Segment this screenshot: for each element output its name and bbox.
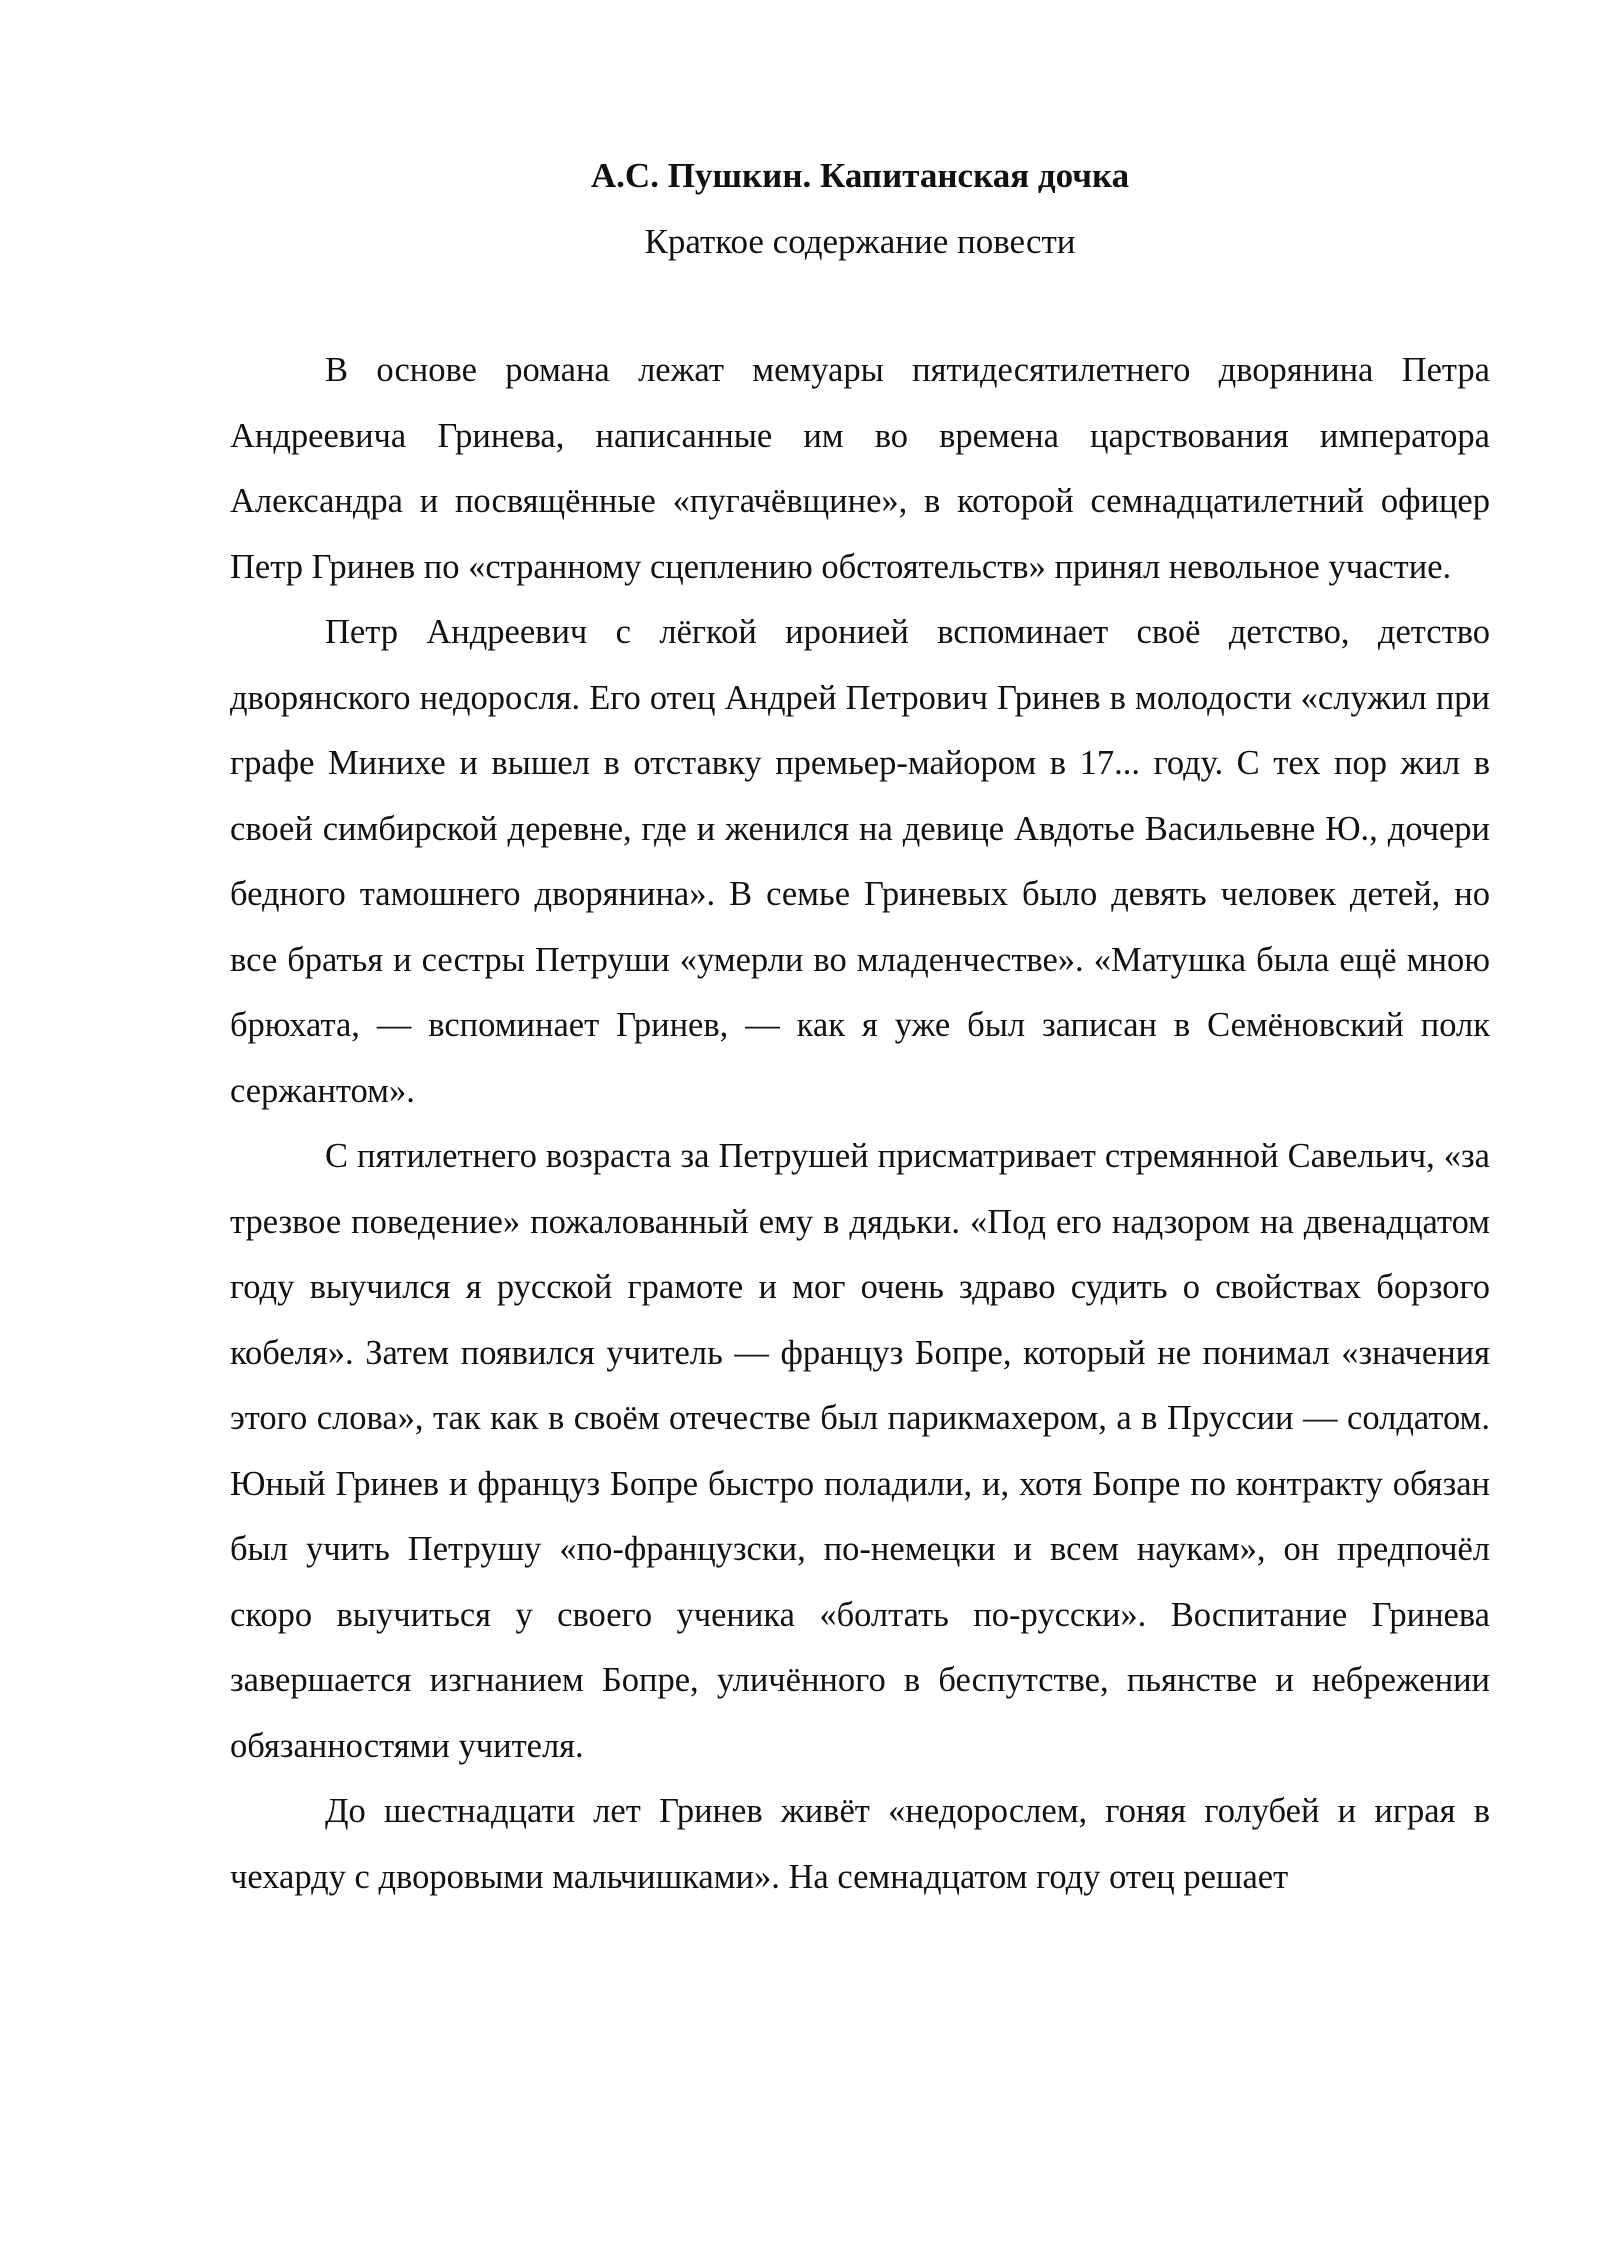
paragraph-youth: До шестнадцати лет Гринев живёт «недорослем, гоняя голубей и играя в чехарду с дворовыми мальчишками». На семнадцатом году отец решает: [230, 1792, 1490, 1896]
document-title: А.С. Пушкин. Капитанская дочка: [590, 156, 1130, 195]
paragraph-memoirs: В основе романа лежат мемуары пятидесятилетнего дворянина Петра Андреевича Гринева, написанные им во времена царствования императора Александра и посвящённые «пугачёвщине», в которой семнадцатилетний офицер Петр Гринев по «странному сцеплению обстоятельств» принял невольное участие.: [230, 351, 1490, 586]
document-body: [230, 338, 1490, 1910]
paragraph-education: С пятилетнего возраста за Петрушей присматривает стремянной Савельич, «за трезвое поведение» пожалованный ему в дядьки. «Под его надзором на двенадцатом году выучился я русской грамоте и мог очень здраво судить о свойствах борзого кобеля». Затем появился учитель — француз Бопре, который не понимал «значения этого слова», так как в своём отечестве был парикмахером, а в Пруссии — солдатом. Юный Гринев и француз Бопре быстро поладили, и, хотя Бопре по контракту обязан был учить Петрушу «по-французски, по-немецки и всем наукам», он предпочёл скоро выучиться у своего ученика «болтать по-русски». Воспитание Гринева завершается изгнанием Бопре, уличённого в беспутстве, пьянстве и небрежении обязанностями учителя.: [230, 1137, 1490, 1765]
paragraph-childhood: Петр Андреевич с лёгкой иронией вспоминает своё детство, детство дворянского недоросля. Его отец Андрей Петрович Гринев в молодости «служил при графе Минихе и вышел в отставку премьер-майором в 17... году. С тех пор жил в своей симбирской деревне, где и женился на девице Авдотье Васильевне Ю., дочери бедного тамошнего дворянина». В семье Гриневых было девять человек детей, но все братья и сестры Петруши «умерли во младенчестве». «Матушка была ещё мною брюхата, — вспоминает Гринев, — как я уже был записан в Семёновский полк сержантом».: [230, 613, 1490, 1110]
document-subtitle: Краткое содержание повести: [644, 222, 1076, 261]
